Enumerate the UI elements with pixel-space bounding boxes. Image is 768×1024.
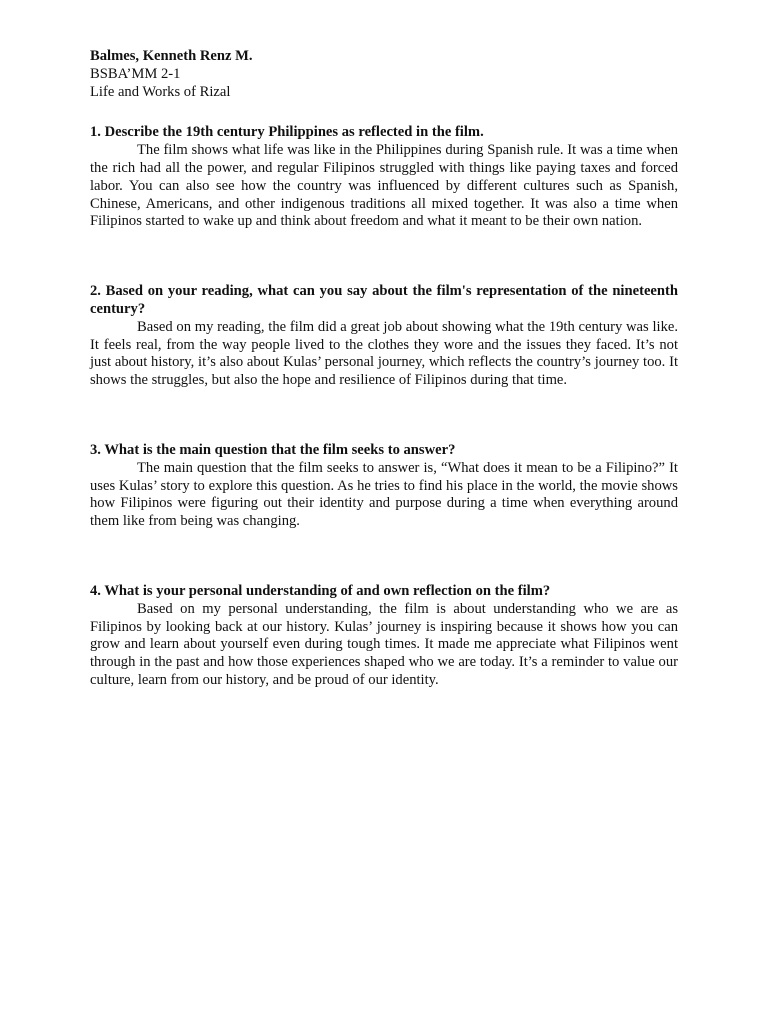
answer-4: Based on my personal understanding, the film is about understanding who we are as Filipinos by looking back at our history. Kulas’ journey is inspiring because it shows how you can grow and learn about yourself even during tough times. It made me appreciate what Filipinos went through in the past and how those experiences shaped who we are today. It’s a reminder to value our culture, learn from our history, and be proud of our identity. xyxy=(90,600,678,688)
question-2: 2. Based on your reading, what can you say about the film's representation of the nineteenth century? xyxy=(90,283,678,317)
question-4: 4. What is your personal understanding of and own reflection on the film? xyxy=(90,582,551,599)
answer-2: Based on my reading, the film did a great job about showing what the 19th century was like. It feels real, from the way people lived to the clothes they wore and the issues they faced. It’s not just about history, it’s also about Kulas’ personal journey, which reflects the country’s journey too. It shows the struggles, but also the hope and resilience of Filipinos during that time. xyxy=(90,318,678,389)
qa-item-1 xyxy=(90,124,678,231)
course-section: BSBA’MM 2-1 xyxy=(90,65,181,82)
answer-1: The film shows what life was like in the Philippines during Spanish rule. It was a time when the rich had all the power, and regular Filipinos struggled with things like paying taxes and forced labor. You can also see how the country was influenced by different cultures such as Spanish, Chinese, Americans, and other indigenous traditions all mixed together. It was also a time when Filipinos started to wake up and think about freedom and what it meant to be their own nation. xyxy=(90,142,678,230)
answer-3: The main question that the film seeks to answer is, “What does it mean to be a Filipino?” It uses Kulas’ story to explore this question. As he tries to find his place in the world, the movie shows how Filipinos were figuring out their identity and purpose during a time when everything around them like from being was changing. xyxy=(90,459,678,530)
qa-item-4 xyxy=(90,583,678,690)
question-3: 3. What is the main question that the film seeks to answer? xyxy=(90,441,456,458)
question-1: 1. Describe the 19th century Philippines as reflected in the film. xyxy=(90,124,484,141)
qa-item-2 xyxy=(90,283,678,390)
document-page xyxy=(90,48,678,690)
header-block xyxy=(90,48,678,101)
qa-item-3 xyxy=(90,442,678,531)
author-name: Balmes, Kenneth Renz M. xyxy=(90,48,253,64)
course-title: Life and Works of Rizal xyxy=(90,83,231,100)
